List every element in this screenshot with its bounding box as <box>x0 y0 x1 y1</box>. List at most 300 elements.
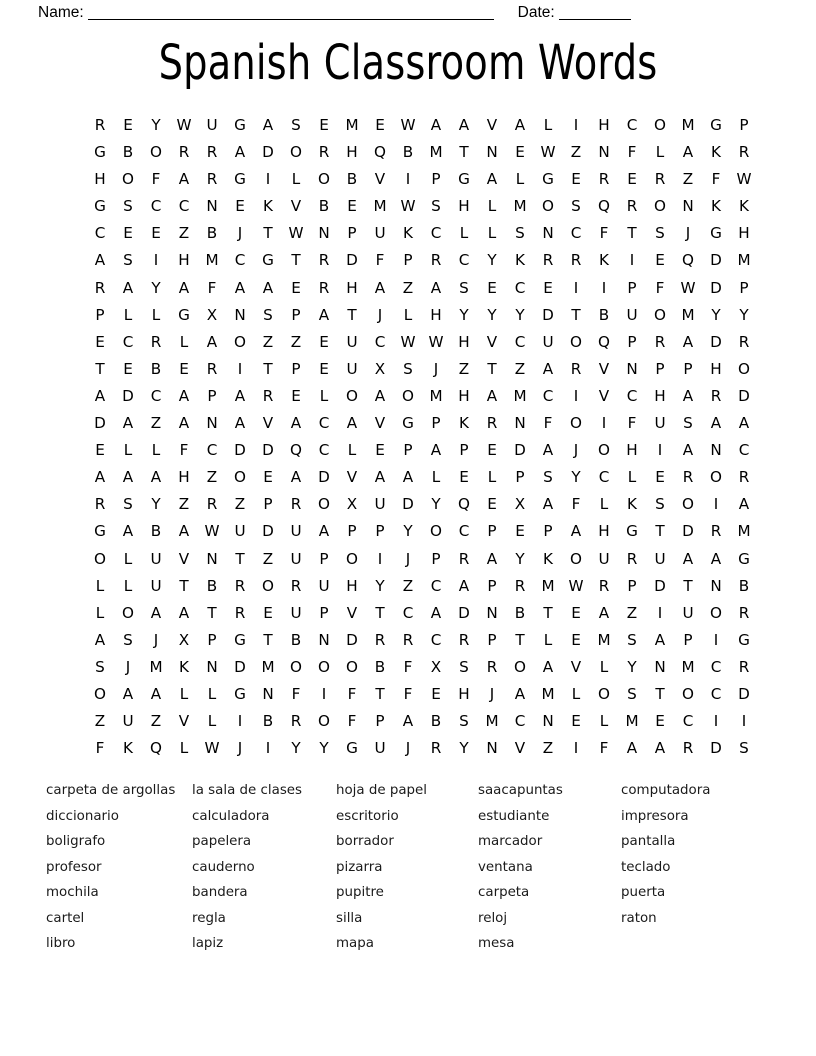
grid-letter[interactable]: L <box>179 332 189 351</box>
grid-letter[interactable]: Y <box>459 305 469 324</box>
grid-letter[interactable]: P <box>403 251 413 270</box>
grid-letter[interactable]: B <box>738 576 750 595</box>
grid-letter[interactable]: F <box>543 414 553 433</box>
grid-letter[interactable]: A <box>542 495 554 514</box>
grid-letter[interactable]: L <box>487 468 497 487</box>
grid-letter[interactable]: C <box>626 116 638 134</box>
grid-letter[interactable]: O <box>290 143 302 162</box>
grid-letter[interactable]: O <box>598 441 610 460</box>
grid-letter[interactable]: H <box>738 224 750 243</box>
grid-letter[interactable]: P <box>543 522 553 541</box>
grid-letter[interactable]: C <box>430 576 442 595</box>
grid-letter[interactable]: A <box>682 549 694 568</box>
grid-letter[interactable]: F <box>179 441 189 460</box>
date-write-line[interactable] <box>559 7 631 20</box>
grid-letter[interactable]: J <box>685 224 691 243</box>
grid-letter[interactable]: O <box>318 712 330 731</box>
grid-letter[interactable]: R <box>458 630 470 649</box>
grid-letter[interactable]: S <box>123 251 133 270</box>
grid-letter[interactable]: A <box>710 549 722 568</box>
grid-letter[interactable]: R <box>486 657 498 676</box>
grid-letter[interactable]: Z <box>682 170 694 189</box>
grid-letter[interactable]: L <box>403 305 413 324</box>
grid-letter[interactable]: C <box>122 332 134 351</box>
grid-letter[interactable]: R <box>542 251 554 270</box>
grid-letter[interactable]: F <box>403 657 413 676</box>
grid-letter[interactable]: U <box>542 332 554 351</box>
grid-letter[interactable]: R <box>290 576 302 595</box>
grid-letter[interactable]: I <box>265 170 271 189</box>
grid-letter[interactable]: E <box>487 441 497 460</box>
grid-letter[interactable]: R <box>738 468 750 487</box>
grid-letter[interactable]: S <box>459 657 469 676</box>
grid-letter[interactable]: G <box>738 549 750 568</box>
grid-letter[interactable]: F <box>347 712 357 731</box>
grid-letter[interactable]: P <box>487 576 497 595</box>
grid-letter[interactable]: R <box>626 549 638 568</box>
grid-letter[interactable]: P <box>431 170 441 189</box>
grid-letter[interactable]: F <box>627 143 637 162</box>
grid-letter[interactable]: H <box>178 468 190 487</box>
grid-letter[interactable]: A <box>682 441 694 460</box>
grid-letter[interactable]: W <box>540 143 556 162</box>
word-list-item[interactable]: reloj <box>478 910 508 926</box>
grid-letter[interactable]: I <box>629 251 635 270</box>
grid-letter[interactable]: O <box>262 576 274 595</box>
grid-letter[interactable]: E <box>375 441 385 460</box>
grid-letter[interactable]: K <box>711 143 721 162</box>
grid-letter[interactable]: V <box>346 468 358 487</box>
grid-letter[interactable]: I <box>377 549 383 568</box>
grid-letter[interactable]: R <box>514 576 526 595</box>
grid-letter[interactable]: V <box>290 197 302 216</box>
grid-letter[interactable]: Q <box>374 143 386 162</box>
grid-letter[interactable]: Y <box>487 305 497 324</box>
grid-letter[interactable]: P <box>431 414 441 433</box>
grid-letter[interactable]: A <box>430 441 442 460</box>
grid-letter[interactable]: O <box>598 684 610 703</box>
grid-letter[interactable]: F <box>347 684 357 703</box>
grid-letter[interactable]: V <box>598 359 610 378</box>
word-list-item[interactable]: pantalla <box>621 834 676 849</box>
grid-letter[interactable]: R <box>626 197 638 216</box>
grid-letter[interactable]: T <box>655 684 665 703</box>
grid-letter[interactable]: W <box>288 224 304 243</box>
grid-letter[interactable]: G <box>626 522 638 541</box>
grid-letter[interactable]: E <box>123 359 133 378</box>
grid-letter[interactable]: P <box>683 359 693 378</box>
grid-letter[interactable]: J <box>377 305 383 324</box>
grid-letter[interactable]: T <box>459 143 469 162</box>
grid-letter[interactable]: L <box>207 712 217 731</box>
grid-letter[interactable]: K <box>739 197 749 216</box>
grid-letter[interactable]: U <box>654 549 666 568</box>
grid-letter[interactable]: F <box>571 495 581 514</box>
grid-letter[interactable]: R <box>738 657 750 676</box>
grid-letter[interactable]: C <box>206 441 218 460</box>
grid-letter[interactable]: Z <box>150 712 162 731</box>
grid-letter[interactable]: N <box>710 441 722 460</box>
grid-letter[interactable]: O <box>346 657 358 676</box>
grid-letter[interactable]: R <box>94 278 106 297</box>
grid-letter[interactable]: L <box>599 657 609 676</box>
grid-letter[interactable]: R <box>570 251 582 270</box>
grid-letter[interactable]: O <box>570 414 582 433</box>
grid-letter[interactable]: X <box>178 630 190 649</box>
word-list-item[interactable]: mapa <box>336 936 374 951</box>
grid-letter[interactable]: G <box>234 116 246 134</box>
grid-letter[interactable]: H <box>710 359 722 378</box>
word-list-item[interactable]: teclado <box>621 859 671 875</box>
grid-letter[interactable]: N <box>206 197 218 216</box>
grid-letter[interactable]: V <box>178 712 190 731</box>
grid-letter[interactable]: E <box>95 332 105 351</box>
grid-letter[interactable]: A <box>682 143 694 162</box>
grid-letter[interactable]: Q <box>290 441 302 460</box>
grid-letter[interactable]: K <box>459 414 469 433</box>
grid-letter[interactable]: J <box>405 739 411 758</box>
grid-letter[interactable]: Z <box>94 712 106 731</box>
word-list-item[interactable]: hoja de papel <box>336 783 428 798</box>
grid-letter[interactable]: F <box>711 170 721 189</box>
grid-letter[interactable]: A <box>542 441 554 460</box>
grid-letter[interactable]: X <box>206 305 218 324</box>
grid-letter[interactable]: D <box>542 305 554 324</box>
grid-letter[interactable]: K <box>711 197 721 216</box>
grid-letter[interactable]: H <box>346 143 358 162</box>
grid-letter[interactable]: E <box>459 468 469 487</box>
grid-letter[interactable]: Y <box>319 739 329 758</box>
grid-letter[interactable]: A <box>262 278 274 297</box>
grid-letter[interactable]: T <box>235 549 245 568</box>
grid-letter[interactable]: P <box>95 305 105 324</box>
grid-letter[interactable]: C <box>94 224 106 243</box>
grid-letter[interactable]: L <box>487 197 497 216</box>
grid-letter[interactable]: H <box>598 116 610 134</box>
grid-letter[interactable]: T <box>375 603 385 622</box>
grid-letter[interactable]: U <box>626 305 638 324</box>
grid-letter[interactable]: C <box>374 332 386 351</box>
grid-letter[interactable]: R <box>150 332 162 351</box>
grid-letter[interactable]: L <box>123 441 133 460</box>
grid-letter[interactable]: Q <box>150 739 162 758</box>
grid-letter[interactable]: T <box>627 224 637 243</box>
grid-letter[interactable]: Y <box>291 739 301 758</box>
grid-letter[interactable]: D <box>234 441 246 460</box>
grid-letter[interactable]: R <box>458 549 470 568</box>
grid-letter[interactable]: S <box>123 495 133 514</box>
grid-letter[interactable]: I <box>601 414 607 433</box>
grid-letter[interactable]: P <box>627 332 637 351</box>
grid-letter[interactable]: R <box>402 630 414 649</box>
grid-letter[interactable]: O <box>150 143 162 162</box>
grid-letter[interactable]: S <box>627 630 637 649</box>
grid-letter[interactable]: C <box>514 712 526 731</box>
grid-letter[interactable]: G <box>234 170 246 189</box>
word-list-item[interactable]: carpeta de argollas <box>46 783 176 798</box>
grid-letter[interactable]: L <box>151 441 161 460</box>
grid-letter[interactable]: A <box>738 495 750 514</box>
grid-letter[interactable]: E <box>543 278 553 297</box>
grid-letter[interactable]: V <box>514 739 526 758</box>
grid-letter[interactable]: Y <box>151 278 161 297</box>
grid-letter[interactable]: Y <box>431 495 441 514</box>
grid-letter[interactable]: A <box>542 359 554 378</box>
grid-letter[interactable]: D <box>710 251 722 270</box>
grid-letter[interactable]: C <box>542 386 554 405</box>
grid-letter[interactable]: B <box>150 359 162 378</box>
grid-letter[interactable]: C <box>514 278 526 297</box>
grid-letter[interactable]: S <box>459 278 469 297</box>
grid-letter[interactable]: N <box>206 414 218 433</box>
grid-letter[interactable]: A <box>626 739 638 758</box>
grid-letter[interactable]: B <box>318 197 330 216</box>
grid-letter[interactable]: E <box>123 116 133 134</box>
grid-letter[interactable]: L <box>459 224 469 243</box>
word-list-item[interactable]: estudiante <box>478 808 550 824</box>
grid-letter[interactable]: H <box>598 522 610 541</box>
grid-letter[interactable]: V <box>374 414 386 433</box>
grid-letter[interactable]: S <box>571 197 581 216</box>
grid-letter[interactable]: T <box>571 305 581 324</box>
grid-letter[interactable]: O <box>542 197 554 216</box>
grid-letter[interactable]: H <box>626 441 638 460</box>
grid-letter[interactable]: A <box>94 468 106 487</box>
grid-letter[interactable]: A <box>318 305 330 324</box>
grid-letter[interactable]: U <box>346 332 358 351</box>
grid-letter[interactable]: R <box>318 278 330 297</box>
grid-letter[interactable]: V <box>598 386 610 405</box>
grid-letter[interactable]: O <box>318 657 330 676</box>
word-list-item[interactable]: diccionario <box>46 808 119 824</box>
grid-letter[interactable]: B <box>206 576 218 595</box>
grid-letter[interactable]: S <box>123 197 133 216</box>
grid-letter[interactable]: A <box>682 332 694 351</box>
word-list-item[interactable]: computadora <box>621 783 711 798</box>
grid-letter[interactable]: T <box>263 359 273 378</box>
grid-letter[interactable]: U <box>150 549 162 568</box>
grid-letter[interactable]: A <box>150 468 162 487</box>
grid-letter[interactable]: N <box>654 657 666 676</box>
grid-letter[interactable]: P <box>403 441 413 460</box>
grid-letter[interactable]: N <box>682 197 694 216</box>
grid-letter[interactable]: R <box>570 359 582 378</box>
grid-letter[interactable]: U <box>150 576 162 595</box>
grid-letter[interactable]: J <box>405 549 411 568</box>
grid-letter[interactable]: A <box>262 116 274 134</box>
grid-letter[interactable]: N <box>318 630 330 649</box>
grid-letter[interactable]: C <box>458 251 470 270</box>
grid-letter[interactable]: E <box>319 332 329 351</box>
grid-letter[interactable]: A <box>346 414 358 433</box>
grid-letter[interactable]: R <box>374 630 386 649</box>
grid-letter[interactable]: O <box>570 549 582 568</box>
grid-letter[interactable]: R <box>206 495 218 514</box>
grid-letter[interactable]: M <box>149 657 163 676</box>
grid-letter[interactable]: T <box>543 603 553 622</box>
grid-letter[interactable]: Z <box>626 603 638 622</box>
grid-letter[interactable]: Z <box>178 495 190 514</box>
grid-letter[interactable]: B <box>402 143 414 162</box>
grid-letter[interactable]: Z <box>402 278 414 297</box>
grid-letter[interactable]: U <box>374 224 386 243</box>
grid-letter[interactable]: X <box>374 359 386 378</box>
word-list-item[interactable]: saacapuntas <box>478 783 563 798</box>
grid-letter[interactable]: I <box>573 278 579 297</box>
grid-letter[interactable]: D <box>346 251 358 270</box>
grid-letter[interactable]: D <box>318 468 330 487</box>
word-list-item[interactable]: bandera <box>192 885 248 900</box>
grid-letter[interactable]: V <box>346 603 358 622</box>
grid-letter[interactable]: H <box>458 684 470 703</box>
grid-letter[interactable]: R <box>654 170 666 189</box>
grid-letter[interactable]: S <box>655 224 665 243</box>
grid-letter[interactable]: N <box>318 224 330 243</box>
grid-letter[interactable]: E <box>487 278 497 297</box>
grid-letter[interactable]: C <box>626 386 638 405</box>
grid-letter[interactable]: E <box>263 468 273 487</box>
grid-letter[interactable]: S <box>655 495 665 514</box>
grid-letter[interactable]: Y <box>151 495 161 514</box>
grid-letter[interactable]: D <box>94 414 106 433</box>
grid-letter[interactable]: C <box>178 197 190 216</box>
grid-letter[interactable]: G <box>458 170 470 189</box>
grid-letter[interactable]: C <box>738 441 750 460</box>
grid-letter[interactable]: O <box>654 197 666 216</box>
grid-letter[interactable]: G <box>710 224 722 243</box>
grid-letter[interactable]: S <box>739 739 749 758</box>
grid-letter[interactable]: I <box>321 684 327 703</box>
grid-letter[interactable]: F <box>207 278 217 297</box>
grid-letter[interactable]: O <box>654 116 666 134</box>
grid-letter[interactable]: P <box>627 576 637 595</box>
grid-letter[interactable]: C <box>150 197 162 216</box>
word-list-item[interactable]: calculadora <box>192 808 270 824</box>
grid-letter[interactable]: D <box>682 522 694 541</box>
grid-letter[interactable]: B <box>514 603 526 622</box>
grid-letter[interactable]: A <box>234 386 246 405</box>
grid-letter[interactable]: K <box>543 549 553 568</box>
grid-letter[interactable]: I <box>237 359 243 378</box>
grid-letter[interactable]: A <box>654 630 666 649</box>
grid-letter[interactable]: E <box>571 712 581 731</box>
word-list-item[interactable]: cauderno <box>192 859 255 875</box>
name-write-line[interactable] <box>88 7 494 20</box>
grid-letter[interactable]: P <box>739 116 749 134</box>
grid-letter[interactable]: R <box>262 386 274 405</box>
grid-letter[interactable]: A <box>178 386 190 405</box>
grid-letter[interactable]: D <box>262 143 274 162</box>
grid-letter[interactable]: L <box>95 576 105 595</box>
grid-letter[interactable]: U <box>290 522 302 541</box>
grid-letter[interactable]: P <box>459 441 469 460</box>
grid-letter[interactable]: L <box>571 684 581 703</box>
grid-letter[interactable]: I <box>153 251 159 270</box>
grid-letter[interactable]: W <box>400 116 416 134</box>
grid-letter[interactable]: Y <box>151 116 161 134</box>
grid-letter[interactable]: L <box>207 684 217 703</box>
grid-letter[interactable]: C <box>682 712 694 731</box>
grid-letter[interactable]: F <box>627 414 637 433</box>
grid-letter[interactable]: W <box>204 522 220 541</box>
grid-letter[interactable]: N <box>514 414 526 433</box>
grid-letter[interactable]: O <box>346 386 358 405</box>
word-list-item[interactable]: silla <box>336 910 363 926</box>
grid-letter[interactable]: R <box>598 576 610 595</box>
grid-letter[interactable]: T <box>683 576 693 595</box>
grid-letter[interactable]: R <box>234 576 246 595</box>
grid-letter[interactable]: U <box>682 603 694 622</box>
grid-letter[interactable]: L <box>543 630 553 649</box>
grid-letter[interactable]: A <box>122 468 134 487</box>
grid-letter[interactable]: C <box>402 603 414 622</box>
word-list-item[interactable]: mesa <box>478 936 515 951</box>
grid-letter[interactable]: N <box>234 305 246 324</box>
grid-letter[interactable]: P <box>431 549 441 568</box>
grid-letter[interactable]: N <box>206 549 218 568</box>
grid-letter[interactable]: O <box>94 684 106 703</box>
grid-letter[interactable]: I <box>713 630 719 649</box>
grid-letter[interactable]: E <box>571 170 581 189</box>
grid-letter[interactable]: I <box>741 712 747 731</box>
grid-letter[interactable]: P <box>347 224 357 243</box>
grid-letter[interactable]: H <box>346 278 358 297</box>
grid-letter[interactable]: M <box>597 630 611 649</box>
grid-letter[interactable]: G <box>346 739 358 758</box>
grid-letter[interactable]: A <box>234 278 246 297</box>
grid-letter[interactable]: A <box>178 414 190 433</box>
grid-letter[interactable]: A <box>374 278 386 297</box>
grid-letter[interactable]: P <box>487 522 497 541</box>
grid-letter[interactable]: A <box>122 522 134 541</box>
grid-letter[interactable]: N <box>486 603 498 622</box>
grid-letter[interactable]: U <box>654 414 666 433</box>
grid-letter[interactable]: A <box>122 278 134 297</box>
grid-letter[interactable]: E <box>347 197 357 216</box>
grid-letter[interactable]: T <box>655 522 665 541</box>
grid-letter[interactable]: M <box>681 305 695 324</box>
grid-letter[interactable]: L <box>319 386 329 405</box>
grid-letter[interactable]: P <box>319 549 329 568</box>
grid-letter[interactable]: G <box>178 305 190 324</box>
grid-letter[interactable]: P <box>515 468 525 487</box>
grid-letter[interactable]: E <box>291 278 301 297</box>
grid-letter[interactable]: I <box>573 739 579 758</box>
grid-letter[interactable]: U <box>346 359 358 378</box>
grid-letter[interactable]: G <box>234 684 246 703</box>
grid-letter[interactable]: C <box>150 386 162 405</box>
grid-letter[interactable]: P <box>375 712 385 731</box>
grid-letter[interactable]: Q <box>458 495 470 514</box>
grid-letter[interactable]: E <box>515 143 525 162</box>
grid-letter[interactable]: O <box>682 684 694 703</box>
grid-letter[interactable]: B <box>598 305 610 324</box>
grid-letter[interactable]: A <box>374 386 386 405</box>
grid-letter[interactable]: A <box>94 251 106 270</box>
grid-letter[interactable]: V <box>374 170 386 189</box>
word-list-item[interactable]: borrador <box>336 834 394 849</box>
grid-letter[interactable]: R <box>682 468 694 487</box>
grid-letter[interactable]: P <box>627 278 637 297</box>
grid-letter[interactable]: T <box>487 359 497 378</box>
grid-letter[interactable]: F <box>375 251 385 270</box>
grid-letter[interactable]: G <box>710 116 722 134</box>
grid-letter[interactable]: R <box>206 170 218 189</box>
grid-letter[interactable]: E <box>655 468 665 487</box>
grid-letter[interactable]: S <box>95 657 105 676</box>
grid-letter[interactable]: A <box>150 684 162 703</box>
grid-letter[interactable]: N <box>626 359 638 378</box>
